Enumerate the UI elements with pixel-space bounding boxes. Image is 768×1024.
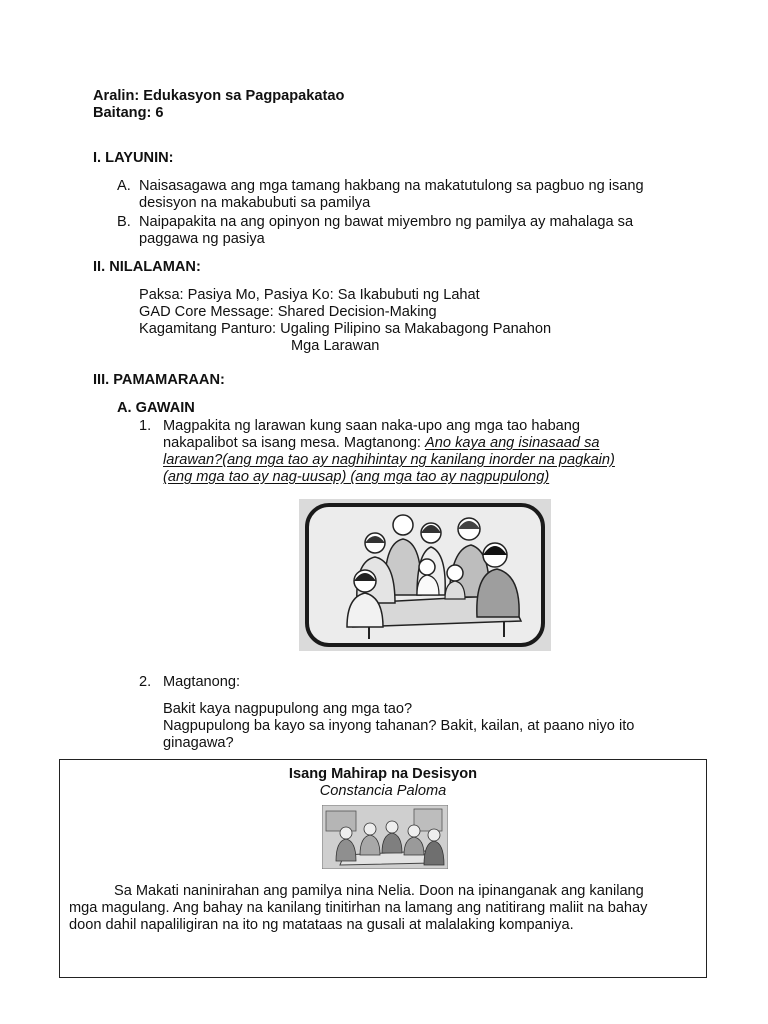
content-heading: II. NILALAMAN: bbox=[93, 259, 201, 275]
step-2-label: Magtanong: bbox=[163, 674, 241, 690]
step-2-question-2: Nagpupulong ba kayo sa inyong tahanan? Bakit, kailan, at paano niyo ito bbox=[163, 718, 635, 734]
objective-a-letter: A. bbox=[117, 178, 131, 194]
family-meeting-picture bbox=[299, 499, 551, 651]
objectives-heading: I. LAYUNIN: bbox=[93, 150, 174, 166]
objective-a-line1: Naisasagawa ang mga tamang hakbang na makatutulong sa pagbuo ng isang bbox=[139, 178, 644, 194]
story-author: Constancia Paloma bbox=[319, 783, 447, 799]
objective-b-line2: paggawa ng pasiya bbox=[139, 231, 265, 247]
story-title: Isang Mahirap na Desisyon bbox=[288, 766, 478, 782]
step-2-number: 2. bbox=[139, 674, 152, 690]
objective-b-line1: Naipapakita na ang opinyon ng bawat miyembro ng pamilya ay mahalaga sa bbox=[139, 214, 634, 230]
story-line-1: Sa Makati naninirahan ang pamilya nina Nelia. Doon na ipinanganak ang kanilang bbox=[114, 883, 644, 899]
materials-line: Kagamitang Panturo: Ugaling Pilipino sa Makabagong Panahon bbox=[139, 321, 552, 337]
step-1-line2-text: nakapalibot sa isang mesa. Magtanong: bbox=[163, 435, 426, 451]
topic-line: Paksa: Pasiya Mo, Pasiya Ko: Sa Ikabubuti ng Lahat bbox=[139, 287, 480, 303]
step-1-line1: Magpakita ng larawan kung saan naka-upo ang mga tao habang bbox=[163, 418, 581, 434]
step-1-question: Ano kaya ang isinasaad sa bbox=[425, 435, 600, 451]
activity-heading: A. GAWAIN bbox=[117, 400, 195, 416]
step-2-question-3: ginagawa? bbox=[163, 735, 234, 751]
step-1-line3: larawan?(ang mga tao ay naghihintay ng kanilang inorder na pagkain) bbox=[163, 452, 615, 468]
step-1-line4: (ang mga tao ay nag-uusap) (ang mga tao ay nagpupulong) bbox=[163, 469, 550, 485]
step-1-number: 1. bbox=[139, 418, 152, 434]
materials-line-2: Mga Larawan bbox=[291, 338, 380, 354]
story-box bbox=[59, 759, 707, 978]
story-picture bbox=[322, 805, 448, 869]
step-2-question-1: Bakit kaya nagpupulong ang mga tao? bbox=[163, 701, 413, 717]
objective-b-letter: B. bbox=[117, 214, 131, 230]
gad-line: GAD Core Message: Shared Decision-Making bbox=[139, 304, 437, 320]
lesson-title: Aralin: Edukasyon sa Pagpapakatao bbox=[93, 88, 345, 104]
grade-label: Baitang: 6 bbox=[93, 105, 164, 121]
story-line-3: doon dahil napaliligiran na ito ng matataas na gusali at malalaking kompaniya. bbox=[69, 917, 574, 933]
objective-a-line2: desisyon na makabubuti sa pamilya bbox=[139, 195, 371, 211]
step-1-line2 bbox=[163, 435, 599, 452]
story-line-2: mga magulang. Ang bahay na kanilang tinitirhan na lamang ang natitirang maliit na bahay bbox=[69, 900, 648, 916]
procedure-heading: III. PAMAMARAAN: bbox=[93, 372, 225, 388]
